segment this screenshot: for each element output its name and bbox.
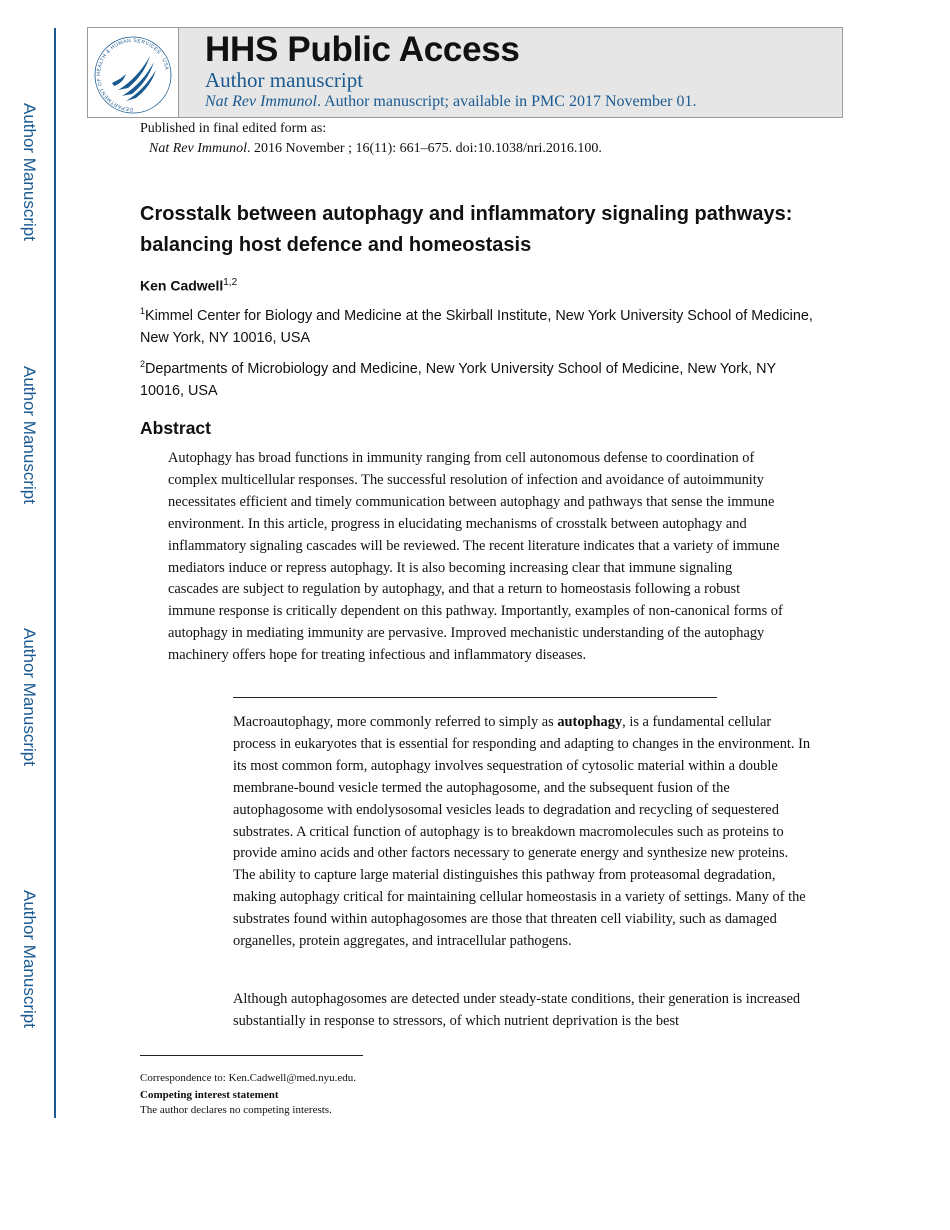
key-term: autophagy bbox=[557, 714, 623, 730]
affiliation: $^2$Departments of Microbiology and Medicine, New York University School of Medicine, New York, NY 10016, USA bbox=[140, 359, 776, 399]
body-paragraph: Although autophagosomes are detected under steady-state conditions, their generation is increased substantially in response to stressors, of which nutrient deprivation is the best bbox=[233, 991, 801, 1029]
affiliation: $^1$Kimmel Center for Biology and Medicine at the Skirball Institute, New York University School of Medicine, New York, NY 10016, USA bbox=[140, 306, 813, 346]
competing-interest-text: The author declares no competing interests. bbox=[140, 1104, 332, 1116]
author-line: Ken Cadwell$^{1,2}$ bbox=[140, 277, 238, 294]
hhs-logo bbox=[88, 28, 179, 117]
citation: Nat Rev Immunol. 2016 November ; 16(11): 661–675. doi:10.1038/nri.2016.100. bbox=[149, 141, 602, 156]
journal-name: Nat Rev Immunol bbox=[205, 93, 317, 110]
hhs-title: HHS Public Access bbox=[205, 30, 520, 69]
svg-text:DEPARTMENT OF HEALTH & HUMAN S: DEPARTMENT OF HEALTH & HUMAN SERVICES · USA bbox=[96, 37, 170, 113]
published-label: Published in final edited form as: bbox=[140, 121, 327, 136]
competing-interest-heading: Competing interest statement bbox=[140, 1089, 279, 1101]
abstract-text: Autophagy has broad functions in immunity ranging from cell autonomous defense to coordination of complex multicellular responses. The successful resolution of infection and avoidance of autoimmunity necessitates efficient and timely communication between autophagy and pathways that sense the immune environment. In this article, progress in elucidating mechanisms of crosstalk between autophagy and inflammatory signaling cascades will be reviewed. The recent literature indicates that a variety of immune mediators induce or repress autophagy. It is also becoming increasing clear that immune signaling cascades are subject to regulation by autophagy, and that a return to homeostasis following a robust immune response is critically dependent on this pathway. Importantly, examples of non-canonical forms of autophagy in mediating immunity are pervasive. Improved mechanistic understanding of the autophagy machinery offers hope for treating infectious and inflammatory diseases. bbox=[168, 450, 783, 664]
hhs-eagle-icon bbox=[88, 28, 178, 117]
hhs-header bbox=[87, 27, 843, 118]
availability-line: Nat Rev Immunol. Author manuscript; available in PMC 2017 November 01. bbox=[205, 93, 697, 110]
correspondence-note: Correspondence to: Ken.Cadwell@med.nyu.edu. bbox=[140, 1072, 357, 1084]
abstract-heading: Abstract bbox=[140, 418, 211, 438]
article-title: Crosstalk between autophagy and inflammatory signaling pathways: balancing host defence and homeostasis bbox=[140, 203, 793, 256]
section-divider bbox=[233, 697, 717, 698]
body-paragraph: Macroautophagy, more commonly referred to simply as autophagy, is a fundamental cellular process in eukaryotes that is essential for responding and adapting to changes in the environment. In its most common form, autophagy involves sequestration of cytosolic material within a double membrane-bound vesicle termed the autophagosome, and the subsequent fusion of the autophagosome with endolysosomal vesicles leads to degradation and recycling of sequestered substrates. A critical function of autophagy is to breakdown macromolecules such as proteins to provide amino acids and other factors necessary to generate energy and synthesize new proteins. The ability to capture large material distinguishes this pathway from proteasomal degradation, making autophagy critical for maintaining cellular homeostasis in a variety of settings. Many of the substrates found within autophagosomes are those that threaten cell viability, such as damaged organelles, protein aggregates, and intracellular pathogens. bbox=[233, 714, 811, 950]
footnote-rule bbox=[140, 1055, 363, 1056]
margin-rule bbox=[54, 28, 56, 1118]
citation-journal: Nat Rev Immunol bbox=[149, 141, 247, 156]
author-manuscript-label: Author manuscript bbox=[205, 68, 364, 92]
